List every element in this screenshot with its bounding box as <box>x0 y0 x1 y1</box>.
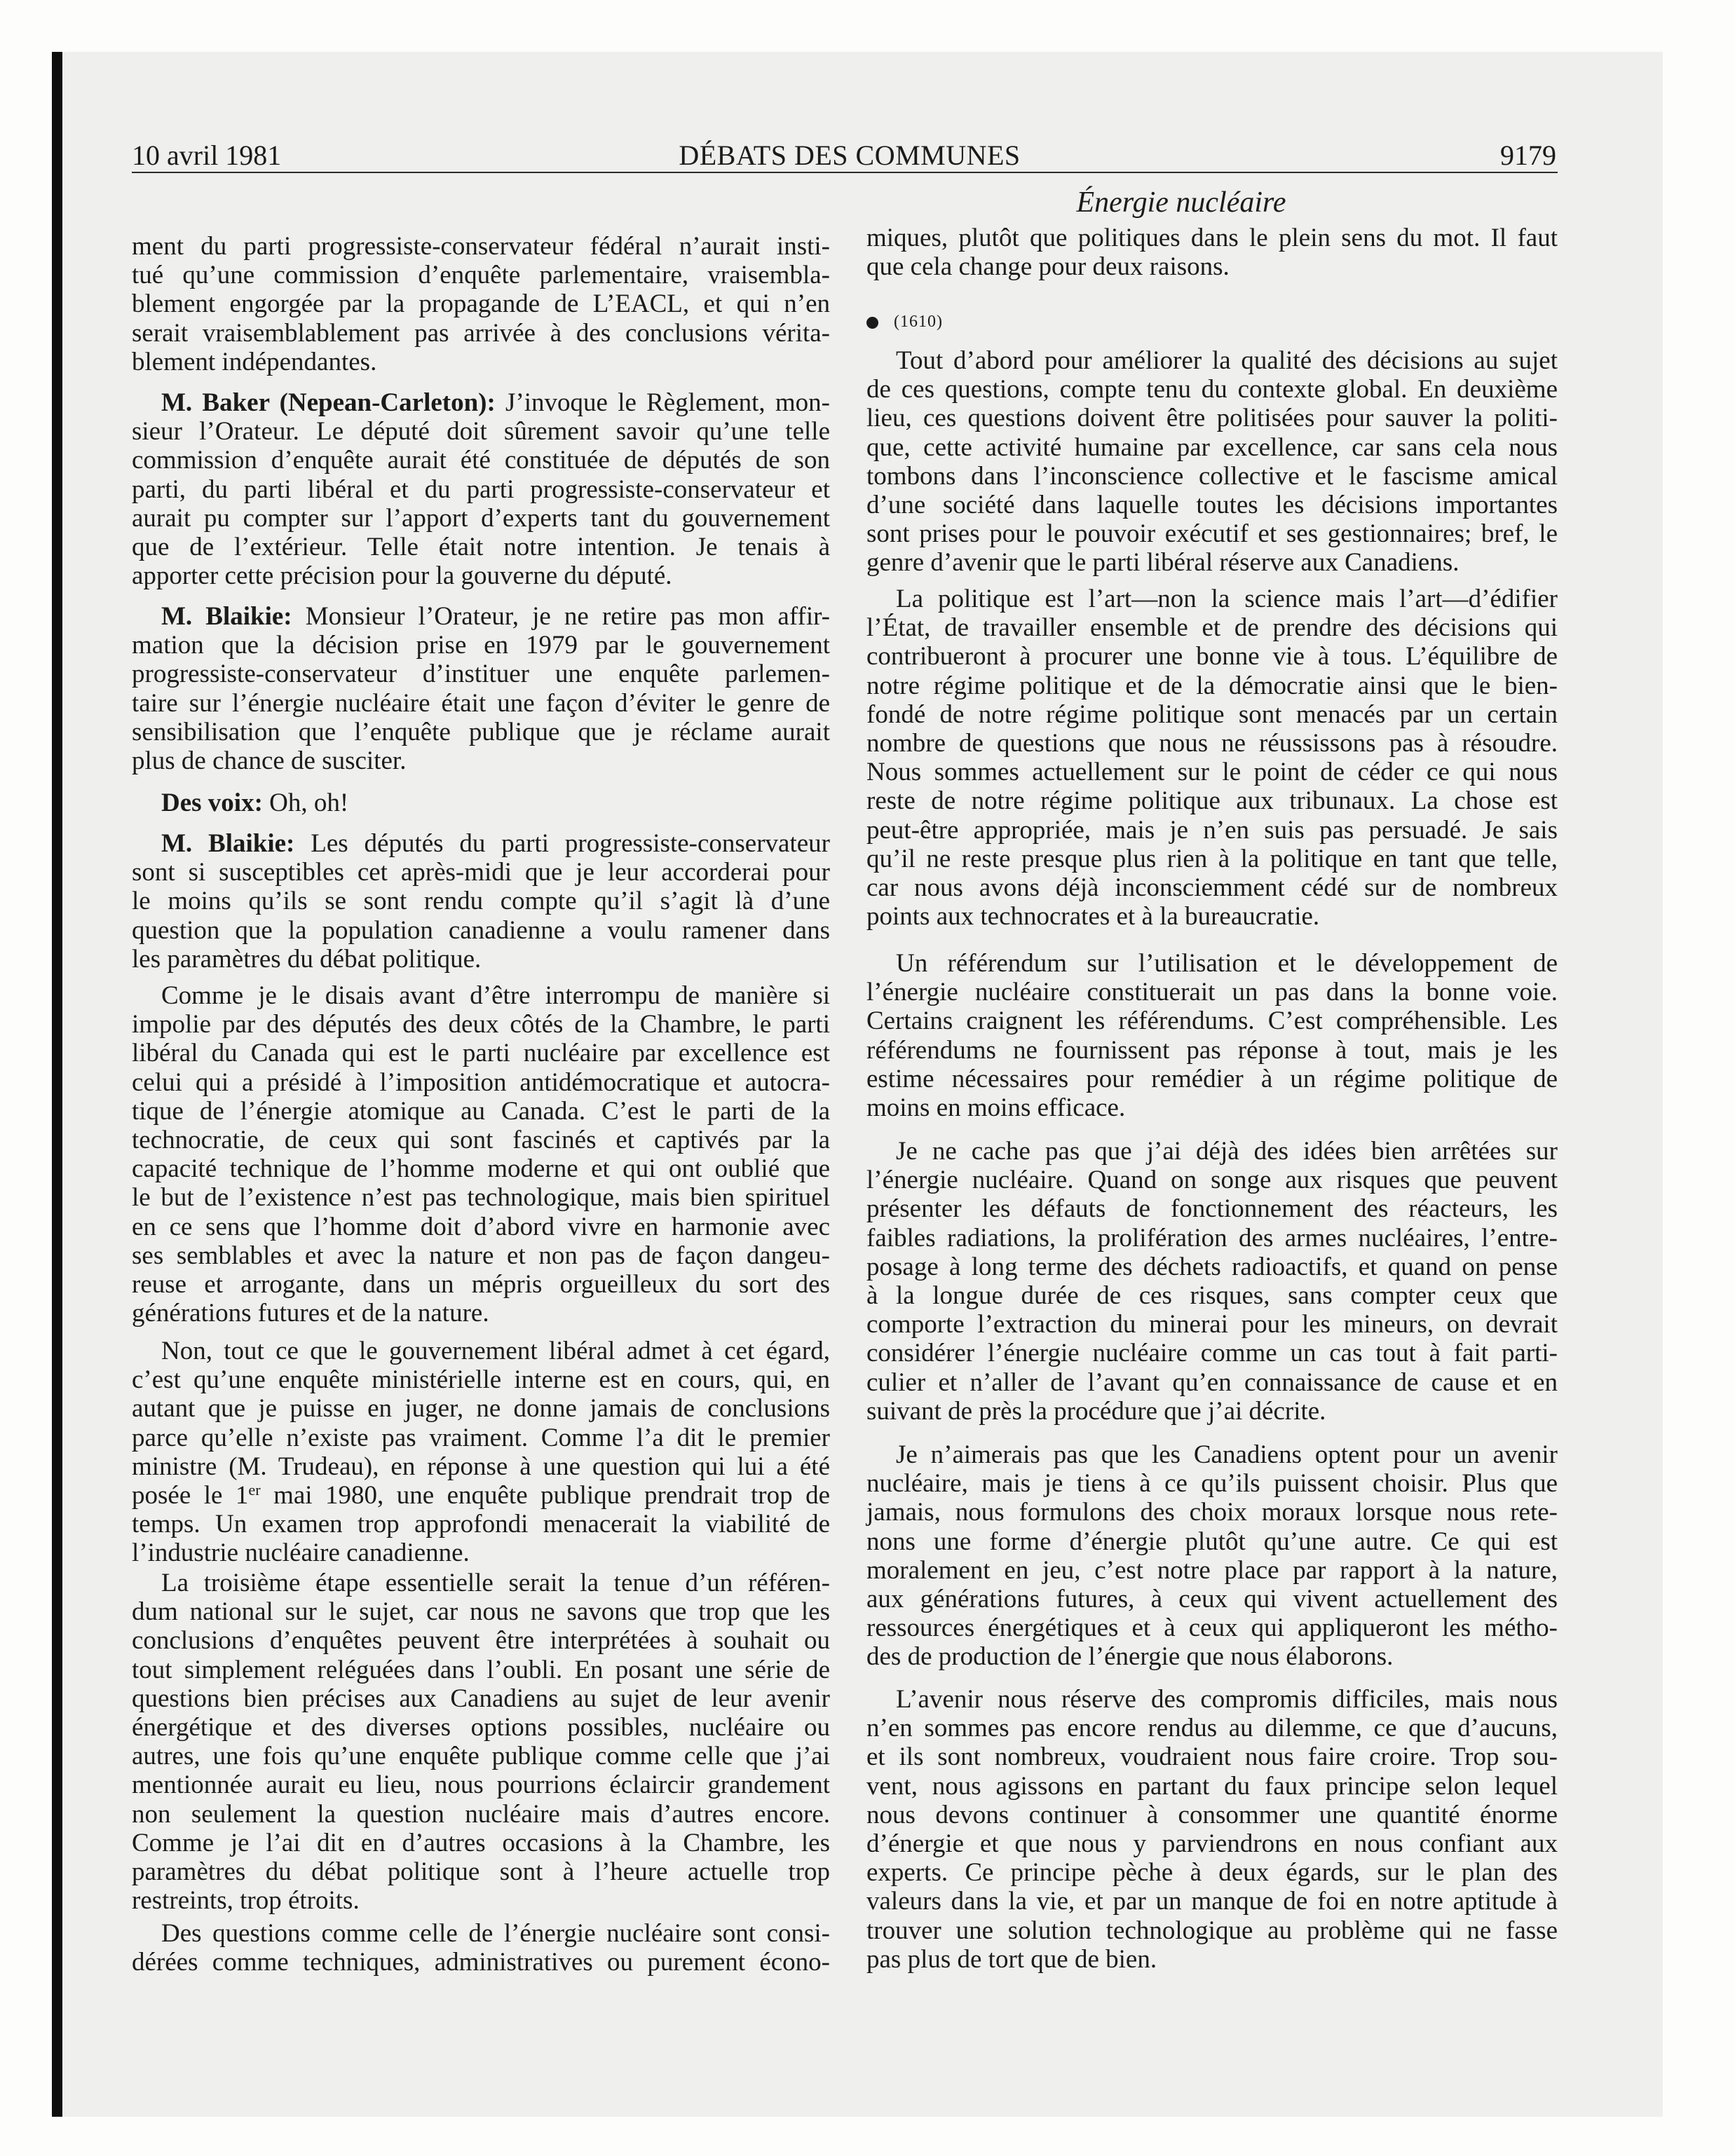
text-line: suivant de près la procédure que j’ai décrite. <box>866 1396 1326 1426</box>
text-line: technocratie, de ceux qui sont fascinés et captivés par la <box>132 1125 830 1154</box>
text-line: énergétique et des diverses options possibles, nucléaire ou <box>132 1712 830 1742</box>
text-line: culier et n’aller de l’avant qu’en connaissance de cause et en <box>866 1367 1558 1397</box>
line-text: Monsieur l’Orateur, je ne retire pas mon affir- <box>305 602 831 631</box>
text-line: miques, plutôt que politiques dans le plein sens du mot. Il faut <box>866 224 1558 252</box>
text-line: d’une société dans laquelle toutes les décisions importantes <box>866 490 1558 519</box>
text-line: des de production de l’énergie que nous élaborons. <box>866 1642 1394 1672</box>
text-line: contribueront à procurer une bonne vie à tous. L’équilibre de <box>866 642 1558 671</box>
header-title: DÉBATS DES COMMUNES <box>679 139 1021 171</box>
text-line: ministre (M. Trudeau), en réponse à une question qui lui a été <box>132 1452 830 1481</box>
header-date: 10 avril 1981 <box>132 139 282 171</box>
speech-paragraph <box>132 789 830 817</box>
paragraph <box>866 224 1558 281</box>
text-line: que, cette activité humaine par excellence, car sans cela nous <box>866 432 1558 462</box>
text-line: taire sur l’énergie nucléaire était une façon d’éviter le genre de <box>132 688 830 718</box>
text-line: parce qu’elle n’existe pas vraiment. Comme l’a dit le premier <box>132 1423 830 1452</box>
text-line: serait vraisemblablement pas arrivée à des conclusions vérita- <box>132 318 830 348</box>
text-line: n’en sommes pas encore rendus au dilemme, ce que d’aucuns, <box>866 1714 1558 1743</box>
text-line: qu’il ne reste presque plus rien à la politique en tant que telle, <box>866 844 1558 873</box>
text-line: mentionnée aurait eu lieu, nous pourrions éclaircir grandement <box>132 1770 830 1800</box>
text-line: questions bien précises aux Canadiens au sujet de leur avenir <box>132 1684 830 1713</box>
text-line: mation que la décision prise en 1979 par le gouvernement <box>132 631 830 660</box>
paragraph <box>866 585 1558 931</box>
text-line: temps. Un examen trop approfondi menacerait la viabilité de <box>132 1510 830 1539</box>
line-text: posée le 1 <box>132 1480 249 1510</box>
text-line: faibles radiations, la prolifération des armes nucléaires, l’entre- <box>866 1223 1558 1253</box>
text-line: Je ne cache pas que j’ai déjà des idées bien arrêtées sur <box>896 1137 1558 1166</box>
text-line: l’industrie nucléaire canadienne. <box>132 1538 470 1568</box>
paragraph <box>132 1569 830 1915</box>
text-line: nous devons continuer à consommer une quantité énorme <box>866 1800 1558 1829</box>
text-line: c’est qu’une enquête ministérielle interne est en cours, qui, en <box>132 1365 830 1395</box>
line-text: Oh, oh! <box>269 789 349 817</box>
paragraph <box>866 1440 1558 1672</box>
text-line: référendums ne fournissent pas réponse à tout, mais je les <box>866 1035 1558 1065</box>
text-line: Certains craignent les référendums. C’est compréhensible. Les <box>866 1007 1558 1036</box>
text-line: lieu, ces questions doivent être politisées pour sauver la politi- <box>866 404 1558 433</box>
text-line: générations futures et de la nature. <box>132 1299 489 1328</box>
binding-edge <box>52 52 62 2117</box>
text-line: pas plus de tort que de bien. <box>866 1944 1157 1974</box>
paragraph <box>866 346 1558 578</box>
time-marker-label: (1610) <box>894 313 943 331</box>
line-text: Les députés du parti progressiste-conservateur <box>311 829 830 858</box>
text-line: d’énergie et que nous y parviendrons en nous confiant aux <box>866 1829 1558 1858</box>
text-line: dérées comme techniques, administratives ou purement écono- <box>132 1948 830 1977</box>
paragraph <box>132 1337 830 1568</box>
text-line: jamais, nous formulons des choix moraux lorsque nous rete- <box>866 1498 1558 1527</box>
text-line: Je n’aimerais pas que les Canadiens optent pour un avenir <box>896 1440 1558 1469</box>
text-line: reste de notre régime politique aux tribunaux. La chose est <box>866 786 1558 816</box>
text-line: non seulement la question nucléaire mais d’autres encore. <box>132 1799 830 1829</box>
text-line: peut-être appropriée, mais je n’en suis pas persuadé. Je sais <box>866 815 1558 845</box>
text-line: comporte l’extraction du minerai pour les mineurs, on devrait <box>866 1310 1558 1339</box>
text-line: vent, nous agissons en partant du faux principe selon lequel <box>866 1771 1558 1801</box>
text-line: dum national sur le sujet, car nous ne savons que trop que les <box>132 1597 830 1627</box>
text-line: tout simplement reléguées dans l’oubli. En posant une série de <box>132 1655 830 1684</box>
text-line: fondé de notre régime politique sont menacés par un certain <box>866 700 1558 729</box>
text-line: autres, une fois qu’une enquête publique comme celle que j’ai <box>132 1742 830 1771</box>
time-marker <box>866 312 1007 333</box>
text-line: Des questions comme celle de l’énergie nucléaire sont consi- <box>161 1919 830 1948</box>
text-line <box>132 829 830 858</box>
text-line: estime nécessaires pour remédier à un régime politique de <box>866 1064 1558 1093</box>
text-line: sont prises pour le pouvoir exécutif et ses gestionnaires; bref, le <box>866 519 1558 549</box>
text-line: experts. Ce principe pèche à deux égards, sur le plan des <box>866 1858 1558 1888</box>
text-line: que de l’extérieur. Telle était notre intention. Je tenais à <box>132 532 830 561</box>
text-line: ses semblables et avec la nature et non pas de façon dangeu- <box>132 1241 830 1270</box>
text-line: blement indépendantes. <box>132 347 377 376</box>
text-line: Non, tout ce que le gouvernement libéral admet à cet égard, <box>161 1337 830 1365</box>
speech-paragraph <box>132 829 830 974</box>
text-line: présenter les défauts de fonctionnement des réacteurs, les <box>866 1194 1558 1224</box>
speaker-name: Des voix: <box>161 789 263 817</box>
text-line: les paramètres du débat politique. <box>132 944 482 974</box>
text-line: Tout d’abord pour améliorer la qualité des décisions au sujet <box>896 346 1558 375</box>
text-line: conclusions d’enquêtes peuvent être interprétées à souhait ou <box>132 1626 830 1656</box>
text-line: nons une forme d’énergie plutôt qu’une autre. Ce qui est <box>866 1527 1558 1556</box>
text-line <box>132 602 830 631</box>
speech-paragraph <box>132 602 830 775</box>
text-line: l’énergie nucléaire. Quand on songe aux risques que peuvent <box>866 1166 1558 1195</box>
section-title: Énergie nucléaire <box>1076 186 1286 219</box>
text-line: notre régime politique et de la démocratie ainsi que le bien- <box>866 671 1558 700</box>
text-line: restreints, trop étroits. <box>132 1886 360 1916</box>
text-line: blement engorgée par la propagande de L’EACL, et qui n’en <box>132 289 830 319</box>
speaker-name: M. Baker (Nepean-Carleton): <box>161 388 496 417</box>
text-line: nucléaire, mais je tiens à ce qu’ils puissent choisir. Plus que <box>866 1469 1558 1499</box>
text-line: nombre de questions que nous ne réussissons pas à résoudre. <box>866 728 1558 758</box>
text-line: capacité technique de l’homme moderne et qui ont oublié que <box>132 1154 830 1184</box>
text-line: le but de l’existence n’est pas technologique, mais bien spirituel <box>132 1183 830 1213</box>
text-line: sont si susceptibles cet après-midi que je leur accorderai pour <box>132 858 830 887</box>
text-line: Un référendum sur l’utilisation et le développement de <box>896 949 1558 978</box>
text-line: genre d’avenir que le parti libéral réserve aux Canadiens. <box>866 548 1460 578</box>
text-line: l’État, de travailler ensemble et de prendre des décisions qui <box>866 613 1558 643</box>
text-line: Nous sommes actuellement sur le point de céder ce qui nous <box>866 758 1558 787</box>
speaker-name: M. Blaikie: <box>161 829 295 858</box>
speaker-name: M. Blaikie: <box>161 602 292 631</box>
paragraph <box>866 1137 1558 1426</box>
text-line: Comme je l’ai dit en d’autres occasions à la Chambre, les <box>132 1828 830 1857</box>
text-line: trouver une solution technologique au problème qui ne fasse <box>866 1916 1558 1945</box>
text-line: ment du parti progressiste-conservateur fédéral n’aurait insti- <box>132 232 830 261</box>
text-line: considérer l’énergie nucléaire comme un cas tout à fait parti- <box>866 1339 1558 1368</box>
text-line: points aux technocrates et à la bureaucratie. <box>866 902 1320 932</box>
paragraph <box>132 232 830 376</box>
text-line: plus de chance de susciter. <box>132 746 407 775</box>
paragraph <box>132 1919 830 1977</box>
text-line: libéral du Canada qui est le parti nucléaire par excellence est <box>132 1039 830 1068</box>
text-line: moins en moins efficace. <box>866 1093 1126 1122</box>
paragraph <box>866 1685 1558 1974</box>
right-column <box>866 0 1558 2033</box>
text-line: le moins qu’ils se sont rendu compte qu’il s’agit là d’une <box>132 887 830 916</box>
text-line: l’énergie nucléaire constituerait un pas dans la bonne voie. <box>866 978 1558 1007</box>
text-line: paramètres du débat politique sont à l’heure actuelle trop <box>132 1857 830 1886</box>
text-line: sensibilisation que l’enquête publique que je réclame aurait <box>132 717 830 746</box>
text-line: sieur l’Orateur. Le député doit sûrement savoir qu’une telle <box>132 417 830 446</box>
text-line: que cela change pour deux raisons. <box>866 252 1230 282</box>
paragraph <box>866 949 1558 1122</box>
text-line: impolie par des députés des deux côtés de la Chambre, le parti <box>132 1010 830 1039</box>
text-line: posage à long terme des déchets radioactifs, et quand on pense <box>866 1252 1558 1281</box>
text-line: La politique est l’art—non la science mais l’art—d’édifier <box>896 585 1558 613</box>
text-line: L’avenir nous réserve des compromis difficiles, mais nous <box>896 1685 1558 1714</box>
text-line: apporter cette précision pour la gouverne du député. <box>132 561 672 591</box>
text-line: de ces questions, compte tenu du contexte global. En deuxième <box>866 375 1558 404</box>
text-line: aux générations futures, à ceux qui vivent actuellement des <box>866 1584 1558 1613</box>
text-line: en ce sens que l’homme doit d’abord vivre en harmonie avec <box>132 1212 830 1241</box>
text-line: tombons dans l’inconscience collective et le fascisme amical <box>866 461 1558 491</box>
text-line: car nous avons déjà inconsciemment cédé sur de nombreux <box>866 873 1558 902</box>
text-line: autant que je puisse en juger, ne donne jamais de conclusions <box>132 1394 830 1424</box>
text-line <box>132 789 830 817</box>
text-line: et ils sont nombreux, voudraient nous faire croire. Trop sou- <box>866 1742 1558 1772</box>
text-line: ressources énergétiques et à ceux qui appliqueront les métho- <box>866 1613 1558 1643</box>
text-line: tué qu’une commission d’enquête parlementaire, vraisembla- <box>132 261 830 290</box>
bullet-icon <box>866 317 878 329</box>
text-line: commission d’enquête aurait été constituée de députés de son <box>132 446 830 475</box>
paragraph <box>132 981 830 1328</box>
text-line: Comme je le disais avant d’être interrompu de manière si <box>161 981 830 1010</box>
text-line <box>132 388 830 417</box>
text-line: à la longue durée de ces risques, sans compter ceux que <box>866 1281 1558 1310</box>
text-line: celui qui a présidé à l’imposition antidémocratique et autocra- <box>132 1067 830 1097</box>
text-line: aurait pu compter sur l’apport d’experts tant du gouvernement <box>132 503 830 533</box>
page-number: 9179 <box>1500 139 1556 171</box>
left-column <box>132 0 830 2033</box>
text-line: valeurs dans la vie, et par un manque de foi en notre aptitude à <box>866 1887 1558 1916</box>
speech-paragraph <box>132 388 830 590</box>
text-line: question que la population canadienne a voulu ramener dans <box>132 915 830 945</box>
line-text: mai 1980, une enquête publique prendrait trop de <box>273 1480 830 1510</box>
text-line <box>132 1481 830 1510</box>
superscript: er <box>248 1480 261 1499</box>
text-line: progressiste-conservateur d’instituer une enquête parlemen- <box>132 660 830 689</box>
text-line: reuse et arrogante, dans un mépris orgueilleux du sort des <box>132 1269 830 1299</box>
text-line: La troisième étape essentielle serait la tenue d’un référen- <box>161 1569 830 1597</box>
line-text: J’invoque le Règlement, mon- <box>505 388 830 417</box>
text-line: moralement en jeu, c’est notre place par rapport à la nature, <box>866 1555 1558 1585</box>
text-line: tique de l’énergie atomique au Canada. C’est le parti de la <box>132 1096 830 1126</box>
text-line: parti, du parti libéral et du parti progressiste-conservateur et <box>132 475 830 504</box>
